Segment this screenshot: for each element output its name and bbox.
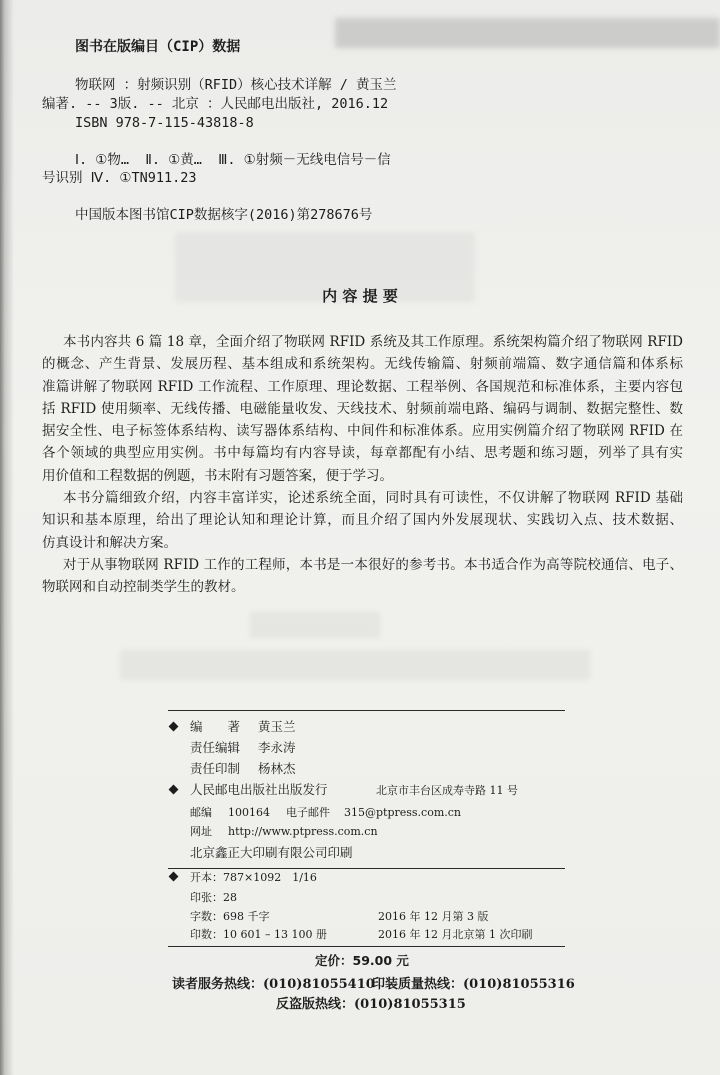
summary-line: 的概念、产生背景、发展历程、基本组成和系统架构。无线传输篇、射频前端篇、数字通信篇和体系标 <box>42 356 683 373</box>
printed-sheets: 印张：28 <box>190 891 237 904</box>
cip-number: 中国版本图书馆CIP数据核字(2016)第278676号 <box>75 207 373 223</box>
publisher: 人民邮电出版社出版发行 <box>190 782 328 797</box>
summary-line: 物联网和自动控制类学生的教材。 <box>42 579 245 596</box>
website: http://www.ptpress.com.cn <box>228 825 378 838</box>
cip-classification-line: 号识别 Ⅳ. ①TN911.23 <box>42 170 197 186</box>
summary-line: 各个领域的典型应用实例。书中每篇均有内容导读，每章都配有小结、思考题和练习题，列举了具有实 <box>42 445 683 462</box>
diamond-bullet-icon <box>169 785 179 795</box>
cip-heading: 图书在版编目（CIP）数据 <box>75 39 241 55</box>
summary-line: 本书分篇细致介绍，内容丰富详实，论述系统全面，同时具有可读性，不仅讲解了物联网 RFID 基础 <box>63 490 683 507</box>
print-supervisor-name: 杨林杰 <box>258 761 296 776</box>
cip-classification-line: Ⅰ. ①物… Ⅱ. ①黄… Ⅲ. ①射频－无线电信号－信 <box>75 152 391 168</box>
divider-rule <box>168 868 565 869</box>
website-label: 网址 <box>190 825 212 838</box>
price: 定价：59.00 元 <box>315 953 409 968</box>
summary-text <box>42 331 683 599</box>
summary-heading: 内 容 提 要 <box>322 287 398 305</box>
summary-line: 知识和基本原理，给出了理论认知和理论计算，而且介绍了国内外发展现状、实践切入点、技术数据、 <box>42 512 683 529</box>
bleed-through-shadow <box>335 18 720 48</box>
diamond-bullet-icon <box>169 722 179 732</box>
word-count: 字数：698 千字 <box>190 910 270 923</box>
postcode: 100164 <box>228 806 270 819</box>
summary-line: 用价值和工程数据的例题，书末附有习题答案，便于学习。 <box>42 467 393 484</box>
bleed-through-shadow <box>250 612 380 638</box>
print-run: 印数：10 601 – 13 100 册 <box>190 928 327 941</box>
summary-line: 准篇讲解了物联网 RFID 工作流程、工作原理、理论数据、工程举例、各国规范和标准体系，主要内容包 <box>42 378 683 395</box>
summary-line: 据安全性、电子标签体系结构、读写器体系结构、中间件和标准体系。应用实例篇介绍了物联网 RFID 在 <box>42 423 683 440</box>
editor-label: 责任编辑 <box>190 740 241 755</box>
print-supervisor-label: 责任印制 <box>190 761 241 776</box>
diamond-bullet-icon <box>169 872 179 882</box>
binding-shadow <box>0 0 14 1075</box>
quality-hotline: 印装质量热线：(010)81055316 <box>372 977 575 992</box>
summary-line: 括 RFID 使用频率、无线传播、电磁能量收发、天线技术、射频前端电路、编码与调制、数据完整性、数 <box>42 400 683 417</box>
cip-edition-line: 编著. -- 3版. -- 北京 ：人民邮电出版社, 2016.12 <box>42 96 389 112</box>
publisher-address: 北京市丰台区成寿寺路 11 号 <box>376 784 518 797</box>
author-name: 黄玉兰 <box>258 719 296 734</box>
summary-line: 对于从事物联网 RFID 工作的工程师，本书是一本很好的参考书。本书适合作为高等院校通信、电子、 <box>63 556 683 573</box>
anti-piracy-hotline: 反盗版热线：(010)81055315 <box>276 997 466 1012</box>
divider-rule <box>168 710 565 711</box>
cip-title-line: 物联网 ：射频识别（RFID）核心技术详解 / 黄玉兰 <box>75 77 397 93</box>
divider-rule <box>168 946 565 947</box>
editor-name: 李永涛 <box>258 740 296 755</box>
author-label: 编 著 <box>190 719 241 734</box>
edition-date: 2016 年 12 月第 3 版 <box>378 910 489 923</box>
bleed-through-shadow <box>120 650 590 680</box>
printer: 北京鑫正大印刷有限公司印刷 <box>190 845 353 860</box>
cip-isbn: ISBN 978-7-115-43818-8 <box>75 115 254 131</box>
book-format: 开本：787×1092 1/16 <box>190 871 317 884</box>
postcode-label: 邮编 <box>190 806 212 819</box>
summary-line: 本书内容共 6 篇 18 章，全面介绍了物联网 RFID 系统及其工作原理。系统架构篇介绍了物联网 RFID <box>63 334 683 350</box>
email-label: 电子邮件 <box>286 806 330 819</box>
service-hotline: 读者服务热线：(010)81055410 <box>172 977 375 992</box>
email: 315@ptpress.com.cn <box>344 806 462 819</box>
summary-line: 仿真设计和解决方案。 <box>42 534 177 551</box>
printing-date: 2016 年 12 月北京第 1 次印刷 <box>378 928 533 941</box>
